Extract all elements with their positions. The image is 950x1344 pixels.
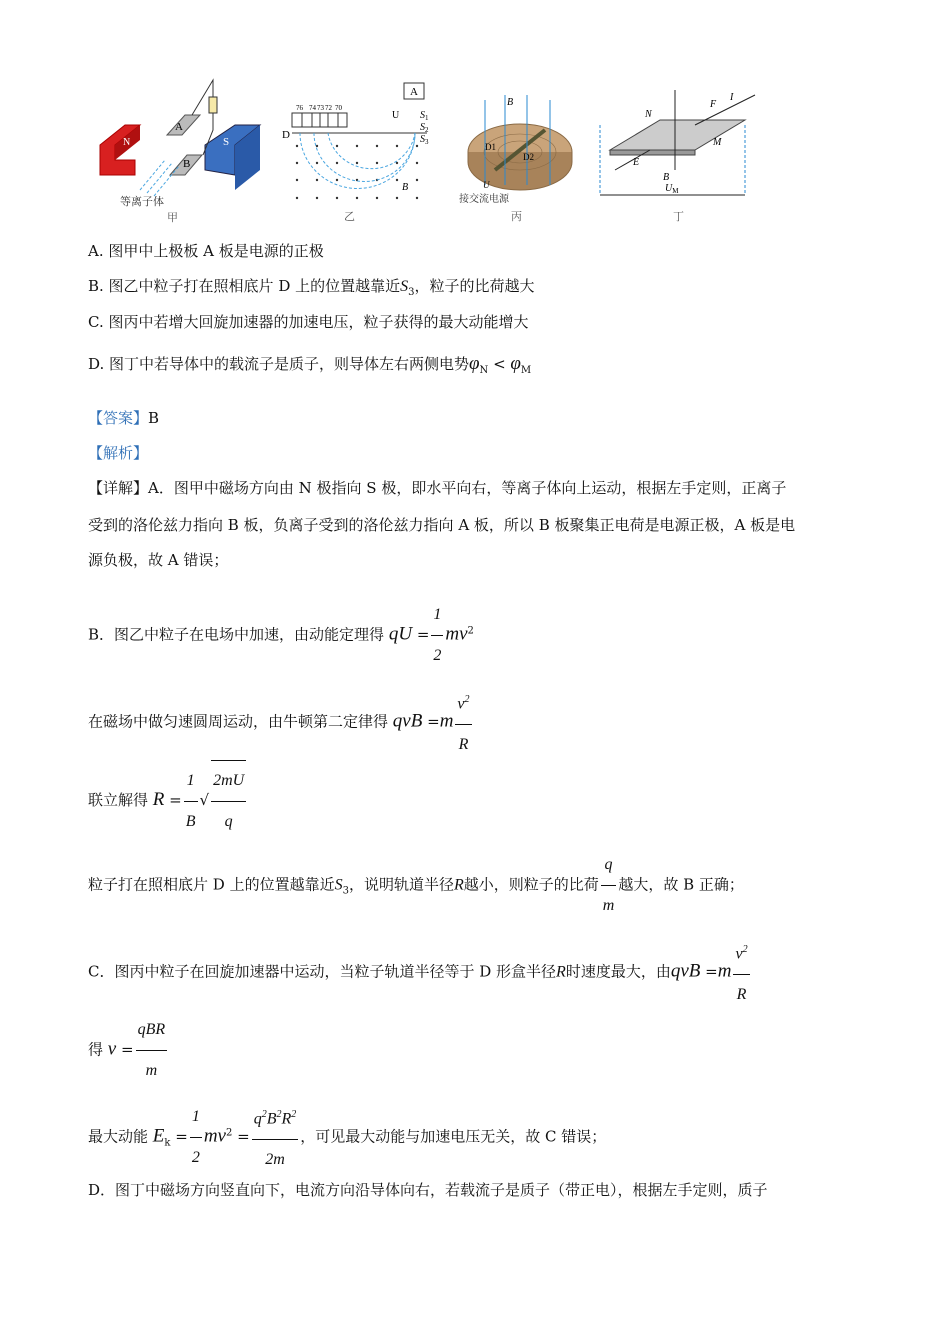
detail-c-line2: 得 v = $\frac{\text{qBR}}{m}$	[88, 1010, 169, 1091]
plasma-label: 等离子体	[120, 196, 164, 208]
b-label: B	[402, 182, 409, 193]
figure-bing	[455, 90, 585, 225]
figure-ding	[595, 85, 760, 225]
u-label: U	[483, 180, 490, 190]
answer-value: B	[148, 409, 160, 427]
detail-c-line1: C．图丙中粒子在回旋加速器中运动，当粒子轨道半径等于 D 形盒半径R时速度最大，由qvB =m $\frac{v^2}{R}$	[88, 930, 752, 1015]
figure-bing-caption: 丙	[511, 211, 522, 223]
option-c: C. 图丙中若增大回旋加速器的加速电压，粒子获得的最大动能增大	[88, 313, 529, 331]
s3-label: $S_3$	[420, 134, 429, 146]
m-label: M	[713, 137, 722, 148]
tick-72: 72	[325, 104, 332, 112]
tick-70: 70	[335, 104, 342, 112]
tick-73: 73	[317, 104, 324, 112]
figure-jia	[95, 75, 275, 225]
detail-b-line2: 在磁场中做匀速圆周运动，由牛顿第二定律得 qvB =m $\frac{v^2}{R}$	[88, 680, 474, 765]
e-label: E	[633, 157, 640, 168]
detail-c-line3: 最大动能 $E_k$ = $\frac{1}{2}$ $mv^2$ = $\frac{q^2B^2R^2}{2m}$ ，可见最大动能与加速电压无关，故 C 错误；	[88, 1095, 606, 1180]
b-label: B	[663, 172, 670, 183]
detail-b-line1: B．图乙中粒子在电场中加速，由动能定理得 qU = $\frac{1}{2}$ $mv^2$	[88, 595, 474, 676]
f-label: F	[710, 99, 717, 110]
option-d: D. 图丁中若导体中的载流子是质子，则导体左右两侧电势$\varphi_N < \varphi_M$	[88, 353, 532, 376]
plate-b-label: B	[183, 158, 191, 170]
d1-label: D1	[485, 142, 496, 152]
b-label: B	[507, 97, 514, 108]
i-label: I	[730, 92, 734, 103]
detail-a-line3: 源负极，故 A 错误；	[88, 551, 229, 569]
n-label: N	[123, 137, 131, 148]
option-d-pre: D. 图丁中若导体中的载流子是质子，则导体左右两侧电势	[88, 355, 470, 373]
figure-jia-caption: 甲	[167, 212, 178, 224]
figure-yi	[282, 78, 442, 225]
u-label: U	[392, 110, 400, 121]
d-label: D	[282, 129, 290, 141]
um-label: $U_M$	[665, 183, 679, 195]
detail-label: 【详解】	[88, 479, 149, 497]
option-b-post: ，粒子的比荷越大	[414, 277, 535, 295]
d2-label: D2	[523, 152, 534, 162]
detail-b-line3: 联立解得 R = $\frac{1}{B}$ √ $\frac{2mU}{q}$	[88, 760, 248, 842]
option-a: A. 图甲中上极板 A 板是电源的正极	[88, 242, 324, 260]
s1-label: $S_1$	[420, 110, 429, 122]
option-b: B. 图乙中粒子打在照相底片 D 上的位置越靠近$S_3$，粒子的比荷越大	[88, 277, 535, 298]
s2-label: $S_2$	[420, 122, 429, 134]
answer-label: 【答案】	[88, 409, 149, 427]
s-label: S	[223, 136, 230, 148]
tick-76: 76	[296, 104, 303, 112]
n-label: N	[645, 109, 652, 120]
plate-a-label: A	[175, 121, 183, 133]
detail-a-line1: 【详解】A．图甲中磁场方向由 N 极指向 S 极，即水平向右，等离子体向上运动，根据左手定则，正离子	[88, 479, 787, 497]
analysis-label: 【解析】	[88, 444, 149, 462]
figure-ding-caption: 丁	[673, 211, 684, 223]
detail-d-line1: D．图丁中磁场方向竖直向下，电流方向沿导体向右，若载流子是质子（带正电），根据左手定则，质子	[88, 1181, 768, 1199]
figure-yi-caption: 乙	[344, 211, 355, 223]
option-b-pre: B. 图乙中粒子打在照相底片 D 上的位置越靠近	[88, 277, 401, 295]
source-label: 接交流电源	[459, 194, 509, 205]
box-a-label: A	[410, 86, 418, 98]
answer	[88, 408, 159, 428]
tick-74: 74	[309, 104, 316, 112]
detail-b-line4: 粒子打在照相底片 D 上的位置越靠近$S_3$，说明轨道半径R越小，则粒子的比荷 $\frac{q}{m}$ 越大，故 B 正确；	[88, 845, 744, 926]
detail-a-line2: 受到的洛伦兹力指向 B 板，负离子受到的洛伦兹力指向 A 板，所以 B 板聚集正电荷是电源正极，A 板是电	[88, 516, 796, 534]
